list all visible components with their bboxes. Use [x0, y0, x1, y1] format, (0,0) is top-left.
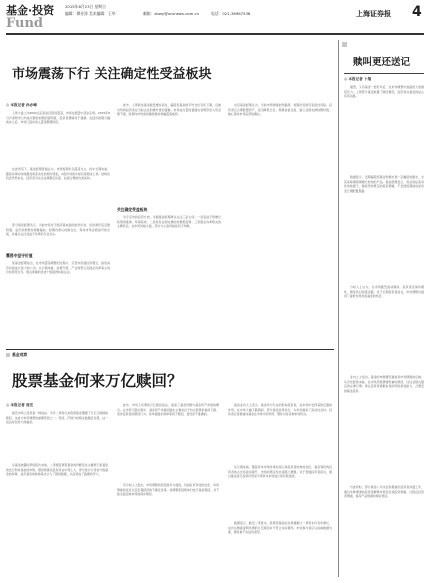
lead-byline: ◎ 本报记者 孙亦峰: [6, 103, 37, 107]
sidebar-paragraph: 据悉，又有基金一经好年后，在市场调整中面临较大的赎回压力。上周部分基金披露了赎回情况，投资者对基金的信心有所动摇。: [344, 85, 424, 99]
lead-paragraph: 上周大盘上冲4000点后高位回落而震荡，市场在缩量中逐步走弱。2015年8月沪深两市日均成交额较前期回落明显，投资者情绪趋于谨慎。在经历前期大幅波动之后，市场已逐步进入震荡整理阶段。: [6, 111, 110, 125]
lead-subhead: 关注确定受益板块: [117, 207, 148, 212]
sidebar-rule: [344, 73, 424, 74]
sidebar-byline: ◎ 本报记者 卜翔: [344, 77, 372, 81]
sidebar-paragraph: 与此同时，部分基金公司也在积极做好投资者沟通工作，通过多种渠道向投资者解释市场变化和投资策略，以稳定投资者情绪，保持产品规模的相对稳定。: [344, 485, 424, 499]
section-marker: [6, 353, 10, 357]
column-divider: [338, 40, 339, 577]
lead-paragraph: 对于后市的投资方向，多数基金经理建议关注三条主线：一是受益于稳增长政策的基建、环保板块；二是具有业绩支撑的消费类蓝筹；三是国企改革相关的主题机会。在市场风格方面，预计大小盘风格将趋于均衡。: [117, 215, 221, 229]
lead-subhead: 震荡中坚守价值: [6, 253, 33, 258]
second-paragraph: 有分析人士指出，市场调整的原因是多方面的，包括杠杆资金的去化、市场情绪的变化以及宏观经济的不确定性等。将调整原因简单归结于基金赎回，并不能全面反映市场的真实情况。: [117, 483, 219, 497]
sidebar-paragraph: 数据显示，近期偏股型基金份额出现一定幅度的缩水，尤其是前期规模增长较快的产品。基金经理表示，将在保证流动性的前提下，继续坚持既定的投资策略，不会因短期波动而改变长期配置思路。: [344, 175, 424, 194]
second-headline: 股票基金何来万亿赎回？: [12, 372, 183, 390]
sidebar-title: 赎叫更还送记: [353, 57, 411, 68]
lead-paragraph: 此外，上周新发基金数量维持高位，偏股型基金的平均仓位有所下降，反映出机构投资者在当前点位的操作更加谨慎。市场成交量的萎缩也表明资金入场意愿不强，短期内市场或将继续维持宽幅震荡格局。: [117, 103, 221, 117]
second-paragraph: 从长期来看，随着资本市场改革的深入和投资者结构的优化，基金等机构投资者的占比将逐步提升，市场的稳定性也将随之增强。对于普通投资者而言，通过基金进行投资仍然是分享资本市场成长的有效途径。: [228, 465, 332, 479]
second-paragraph: 基金业内人士表示，基金作为专业的机构投资者，在市场中发挥着稳定器的作用。在市场大幅下跌期间，部分基金逆势加仓，为市场提供了流动性支持。投资者应客观看待基金在市场中的作用，理性对待各种市场传言。: [228, 403, 332, 417]
sidebar-body: [344, 77, 424, 577]
section-title-en: Fund: [6, 16, 43, 31]
second-paragraph: 最近市场上流传着一种说法：今年二季度以来股票基金遭遇了万亿元规模的赎回，这成为市场调整的重要原因之一。然而，仔细分析相关数据后发现，这一说法存在较大的偏差。: [6, 411, 108, 425]
contact-line: 邮箱：zbwy@xcsnews.com.cn: [143, 11, 200, 16]
sidebar-paragraph: 分析人士认为，在市场剧烈波动期间，投资者宜保持理性，避免盲目追涨杀跌。对于长期投资者而言，市场调整也提供了逢低布局优质基金的机会。: [344, 285, 424, 299]
lead-headline: 市场震荡下行 关注确定性受益板块: [12, 67, 212, 82]
second-paragraph: 数据显示，截至二季度末，股票型基金的总规模相比一季度末仍有所增长，这也从侧面说明所谓的万亿赎回并不符合实际情况。市场参与者应以权威数据为准，避免被不实信息误导。: [228, 521, 332, 535]
second-paragraph: 此外，市场上所谓的万亿赎回说法，混淆了基金份额与基金资产净值的概念。在市场下跌过程中，基金资产净值的缩水主要来自于持仓股票价格的下跌，而非投资者的赎回行为。将净值缩水简单等同于赎回，显然是不准确的。: [117, 403, 219, 417]
second-col-3: [228, 403, 332, 577]
second-paragraph: 从基金披露的季度报告来看，二季度股票型基金的份额变化主要源于新基金的发行和老基金的申购，赎回规模远没有传言中那么大。部分统计口径将分级基金的折算、货币基金的转换等也计入了赎回数据，从而造成了数据的夸大。: [6, 463, 108, 477]
lead-paragraph: 部分基金经理表示，当前市场对于经济基本面的担忧仍存，但政策托底意愿较强，货币政策维持稳健偏松。短期内建议控制仓位，等待市场企稳信号的出现，并重点关注受益于改革的行业龙头。: [6, 223, 110, 237]
sidebar-paragraph: 业内人士指出，基金的申赎情况通常是市场情绪的反映。从历史经验来看，在市场恐慌情绪较重时赎回，往往会错失随后的反弹行情。建议投资者根据自身的风险承受能力，合理安排基金投资。: [344, 375, 424, 394]
page-number: 4: [412, 4, 422, 20]
second-byline: ◎ 本报记者 周宏: [6, 403, 34, 407]
section-label: 基金观察: [12, 352, 28, 357]
editor-line: 编辑：谭业涛 美术编辑：王华: [65, 11, 116, 16]
date-line: 2015年8月23日 星期日: [65, 4, 106, 9]
second-col-2: [117, 403, 219, 577]
brand-name: 上海证券报: [356, 9, 391, 18]
lead-col-1: [6, 103, 110, 343]
lead-col-3: [228, 103, 332, 343]
lead-col-2: [117, 103, 221, 343]
lead-paragraph: 在此背景下，基金经理普遍认为，市场短期仍以震荡为主，但中长期来看，随着改革的持续推进和流动性的相对宽松，A股市场的中枢有望稳步上移。结构性机会仍然存在，投资者可关注业绩确定性高、估值合理的优质板块。: [6, 167, 110, 181]
sidebar-marker: [342, 42, 347, 47]
lead-paragraph: 也有基金经理认为，当前市场情绪依然偏弱，短期仍需防范系统性风险。投资者应合理配置资产，适当降低仓位，规避估值过高、缺乏业绩支撑的题材股，耐心等待市场底部的确认。: [228, 103, 332, 117]
section-title: 基金·投资: [6, 4, 55, 17]
second-col-1: [6, 403, 108, 577]
section-rule: [6, 349, 334, 350]
header-rule: [6, 33, 424, 35]
phone-line: 电话：021-38967538: [211, 11, 251, 16]
lead-paragraph: 某基金经理指出，在市场震荡调整的过程中，应坚持价值投资理念，挑选具有持续成长能力的公司。从长期来看，消费升级、产业转型以及国企改革等主线仍将贯穿全年，相关领域的优质个股值得持续关注。: [6, 261, 110, 275]
